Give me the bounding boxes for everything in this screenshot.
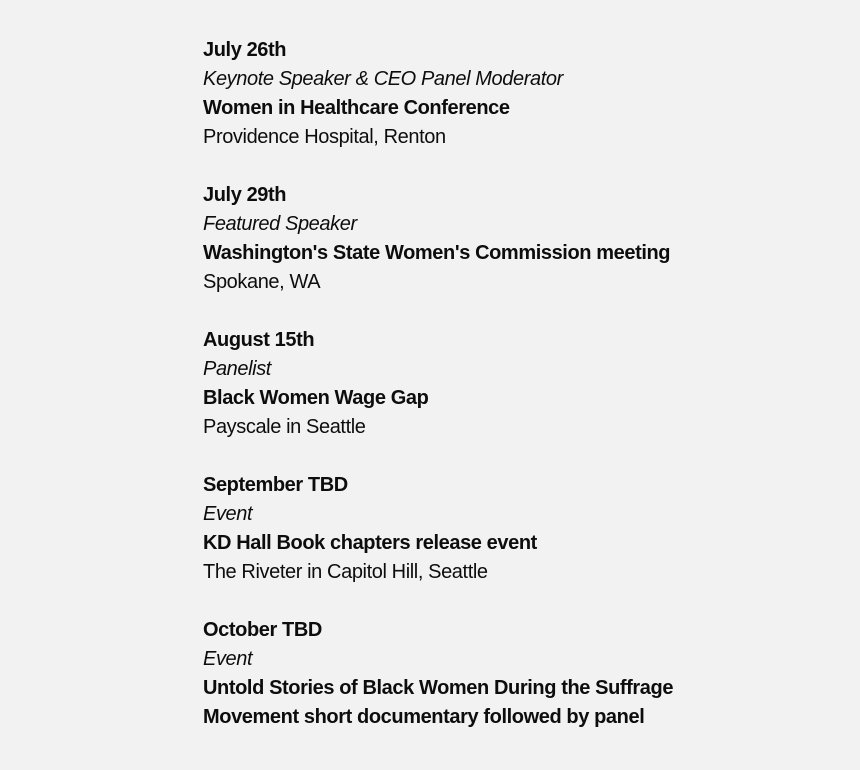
event-date: October TBD (203, 619, 322, 641)
event-entry (203, 616, 843, 732)
events-list (203, 36, 843, 761)
event-entry (203, 471, 843, 587)
event-date: July 29th (203, 184, 287, 206)
event-date: September TBD (203, 474, 348, 496)
event-title-line-1: Untold Stories of Black Women During the Suffrage (203, 677, 674, 699)
event-location: Payscale in Seattle (203, 416, 366, 438)
event-title-line-2: Movement short documentary followed by panel (203, 706, 645, 728)
event-location: The Riveter in Capitol Hill, Seattle (203, 561, 488, 583)
event-entry (203, 181, 843, 297)
event-location: Spokane, WA (203, 271, 321, 293)
event-title: Black Women Wage Gap (203, 387, 429, 409)
event-title: KD Hall Book chapters release event (203, 532, 537, 554)
event-role: Event (203, 503, 253, 525)
event-location: Providence Hospital, Renton (203, 126, 446, 148)
event-date: August 15th (203, 329, 315, 351)
event-role: Event (203, 648, 253, 670)
event-role: Panelist (203, 358, 271, 380)
event-entry (203, 326, 843, 442)
event-date: July 26th (203, 39, 287, 61)
event-entry (203, 36, 843, 152)
event-role: Featured Speaker (203, 213, 357, 235)
event-role: Keynote Speaker & CEO Panel Moderator (203, 68, 563, 90)
event-title: Washington's State Women's Commission meeting (203, 242, 671, 264)
event-title: Women in Healthcare Conference (203, 97, 510, 119)
